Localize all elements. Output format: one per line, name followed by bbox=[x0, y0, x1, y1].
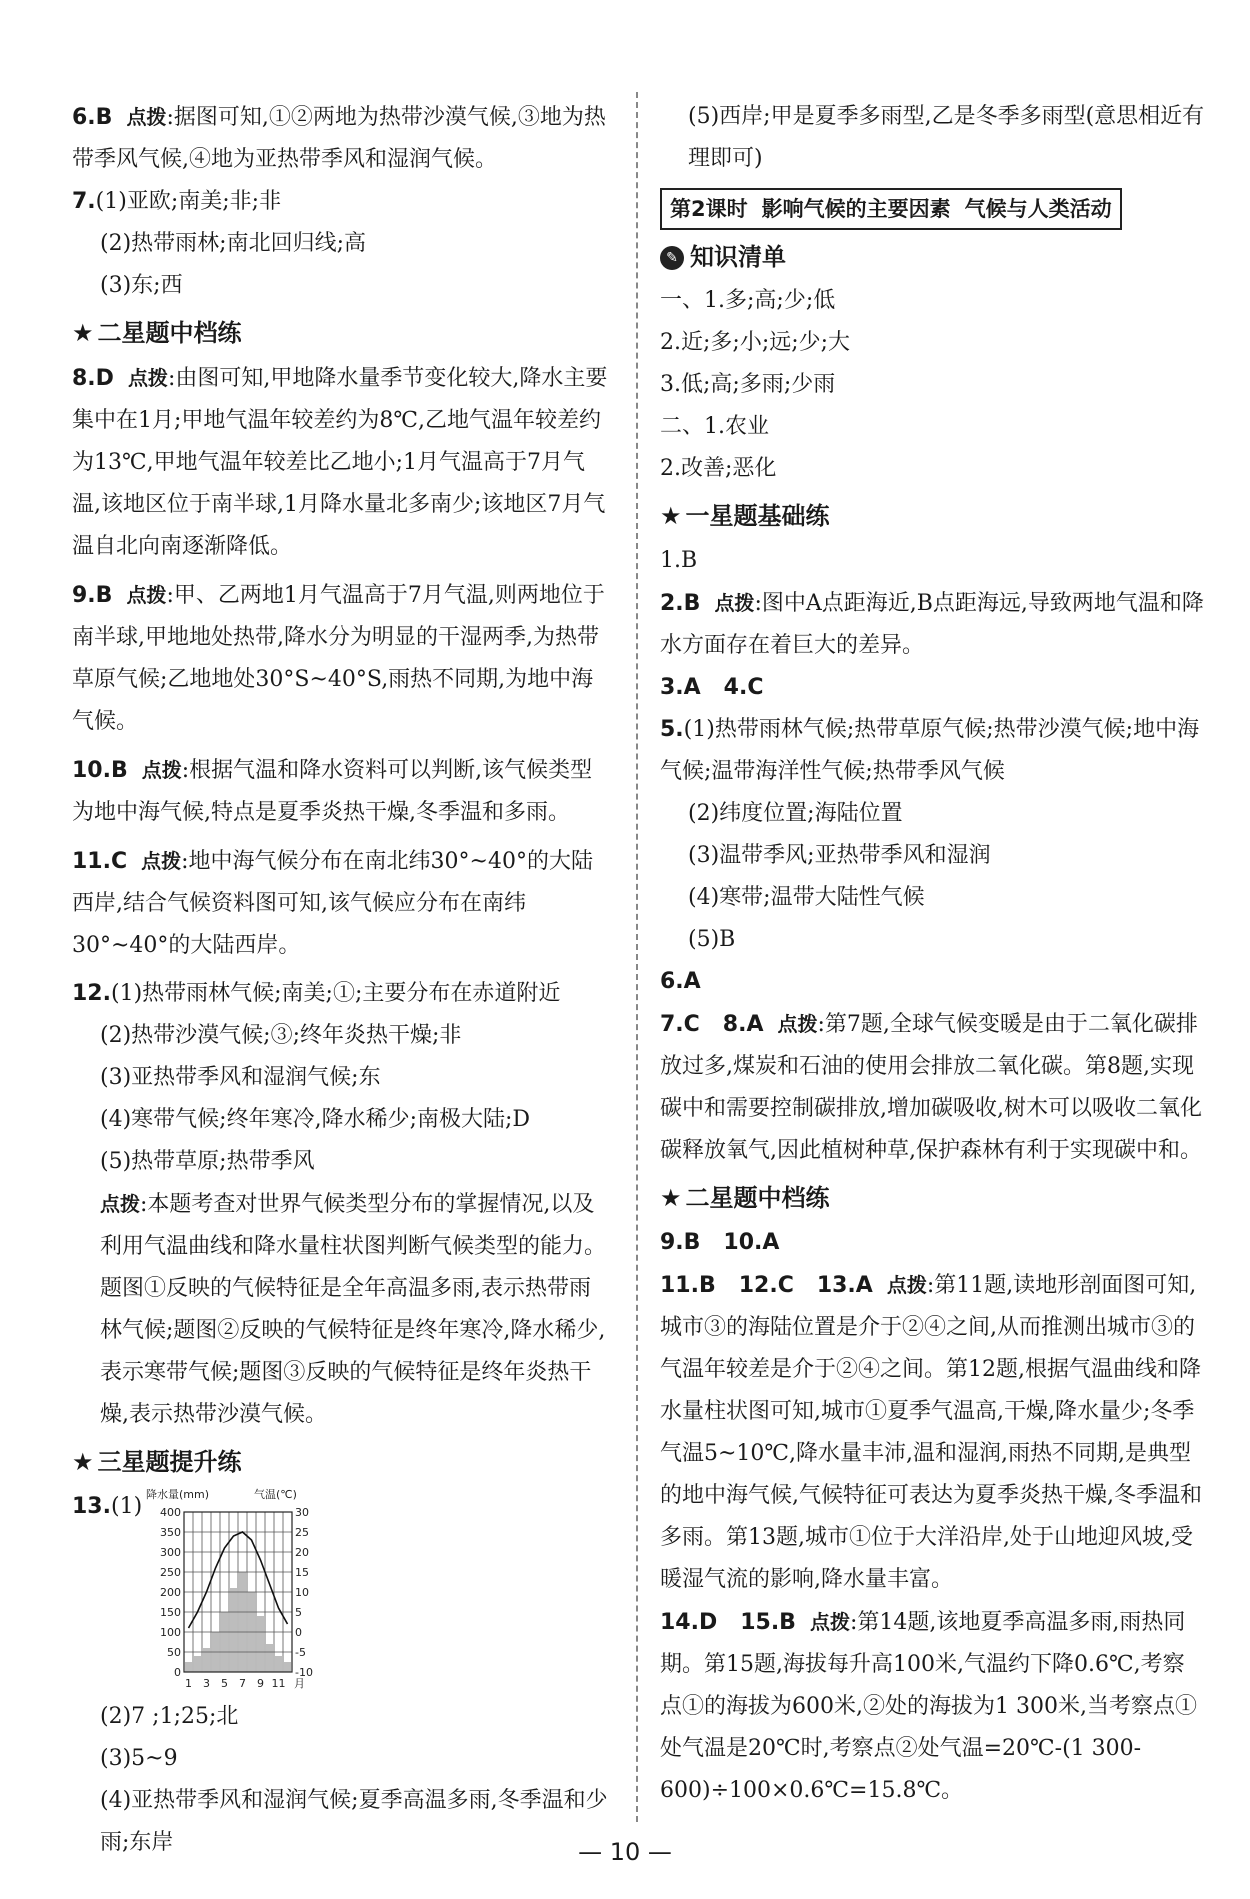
temp-tick-label: 15 bbox=[295, 1566, 310, 1579]
month-unit-label: 月 bbox=[294, 1677, 306, 1690]
answer-12-part3: (3)亚热带季风和湿润气候;东 bbox=[100, 1065, 381, 1090]
star-icon: ★ bbox=[72, 319, 94, 347]
answer-5-part2: (2)纬度位置;海陆位置 bbox=[688, 801, 903, 826]
answer-7-part3: (3)东;西 bbox=[100, 273, 183, 298]
lesson-title-box: 第2课时 影响气候的主要因素 气候与人类活动 bbox=[660, 188, 1122, 230]
precip-tick-label: 350 bbox=[160, 1526, 182, 1539]
month-tick-label: 9 bbox=[257, 1677, 265, 1690]
answer-13-sub1: (1) bbox=[110, 1494, 143, 1519]
answer-3-4: 3.A 4.C bbox=[660, 675, 764, 700]
temp-axis-title: 气温(℃) bbox=[254, 1488, 298, 1501]
answer-7: 7.(1)亚欧;南美;非;非 bbox=[72, 189, 282, 214]
precip-bar bbox=[203, 1648, 210, 1672]
month-tick-label: 1 bbox=[185, 1677, 193, 1690]
answer-5-part5: (5)B bbox=[688, 927, 736, 952]
answer-13-chart-row bbox=[72, 1486, 612, 1696]
answer-5-part3: (3)温带季风;亚热带季风和湿润 bbox=[688, 843, 991, 868]
knowledge-item: 二、1.农业 bbox=[660, 414, 769, 439]
temp-tick-label: -5 bbox=[295, 1646, 307, 1659]
precip-bar bbox=[221, 1612, 228, 1672]
answer-5: 5.(1)热带雨林气候;热带草原气候;热带沙漠气候;地中海气候;温带海洋性气候;热带季风气候 bbox=[660, 717, 1200, 784]
month-tick-label: 5 bbox=[221, 1677, 229, 1690]
answer-11: 11.C 点拨:地中海气候分布在南北纬30°~40°的大陆西岸,结合气候资料图可知,该气候应分布在南纬30°~40°的大陆西岸。 bbox=[72, 849, 593, 958]
precip-bar bbox=[266, 1644, 273, 1672]
left-column bbox=[72, 96, 612, 1864]
climate-chart bbox=[142, 1486, 342, 1696]
month-tick-label: 3 bbox=[203, 1677, 211, 1690]
answer-13-part2: (2)7 ;1;25;北 bbox=[100, 1704, 239, 1729]
knowledge-item: 2.改善;恶化 bbox=[660, 456, 777, 481]
precip-bar bbox=[194, 1656, 201, 1672]
star-icon: ★ bbox=[660, 1184, 682, 1212]
temp-tick-label: -10 bbox=[295, 1666, 314, 1679]
section-heading-two-star: ★ 二星题中档练 bbox=[660, 1184, 830, 1212]
right-column bbox=[660, 96, 1205, 1812]
section-heading-one-star: ★ 一星题基础练 bbox=[660, 502, 830, 530]
precip-tick-label: 0 bbox=[174, 1666, 182, 1679]
answer-14-15: 14.D 15.B 点拨:第14题,该地夏季高温多雨,雨热同期。第15题,海拔每升高100米,气温约下降0.6℃,考察点①的海拔为600米,②处的海拔为1 300米,当考察点①处气温是20℃时,考察点②处气温=20℃-(1 300-600)÷100×0.6℃=15.8℃。 bbox=[660, 1610, 1197, 1803]
answer-13-part3: (3)5~9 bbox=[100, 1746, 178, 1771]
month-tick-label: 11 bbox=[271, 1677, 286, 1690]
knowledge-item: 3.低;高;多雨;少雨 bbox=[660, 372, 836, 397]
precip-bar bbox=[230, 1588, 237, 1672]
column-divider bbox=[636, 92, 638, 1822]
answer-9-10: 9.B 10.A bbox=[660, 1230, 780, 1255]
precip-tick-label: 250 bbox=[160, 1566, 182, 1579]
star-icon: ★ bbox=[72, 1448, 94, 1476]
precip-bar bbox=[239, 1572, 246, 1672]
precip-axis-title: 降水量(mm) bbox=[146, 1488, 210, 1501]
answer-6: 6.A bbox=[660, 969, 701, 994]
precip-tick-label: 400 bbox=[160, 1506, 182, 1519]
answer-7-8: 7.C 8.A 点拨:第7题,全球气候变暖是由于二氧化碳排放过多,煤炭和石油的使用会排放二氧化碳。第8题,实现碳中和需要控制碳排放,增加碳吸收,树木可以吸收二氧化碳释放氧气,因此植树种草,保护森林有利于实现碳中和。 bbox=[660, 1012, 1202, 1163]
precip-tick-label: 50 bbox=[167, 1646, 182, 1659]
precip-tick-label: 150 bbox=[160, 1606, 182, 1619]
answer-12-explanation: 点拨:本题考查对世界气候类型分布的掌握情况,以及利用气温曲线和降水量柱状图判断气候类型的能力。题图①反映的气候特征是全年高温多雨,表示热带雨林气候;题图②反映的气候特征是终年寒冷,降水稀少,表示寒带气候;题图③反映的气候特征是终年炎热干燥,表示热带沙漠气候。 bbox=[100, 1192, 607, 1427]
answer-6: 6.B 点拨:据图可知,①②两地为热带沙漠气候,③地为热带季风气候,④地为亚热带季风和湿润气候。 bbox=[72, 105, 606, 172]
knowledge-item: 一、1.多;高;少;低 bbox=[660, 288, 836, 313]
precip-tick-label: 200 bbox=[160, 1586, 182, 1599]
temp-tick-label: 30 bbox=[295, 1506, 310, 1519]
answer-13-number: 13. bbox=[72, 1494, 111, 1519]
precip-bar bbox=[275, 1656, 282, 1672]
temp-tick-label: 20 bbox=[295, 1546, 310, 1559]
precip-tick-label: 300 bbox=[160, 1546, 182, 1559]
answer-12-part2: (2)热带沙漠气候;③;终年炎热干燥;非 bbox=[100, 1023, 462, 1048]
temp-tick-label: 25 bbox=[295, 1526, 310, 1539]
answer-9: 9.B 点拨:甲、乙两地1月气温高于7月气温,则两地位于南半球,甲地地处热带,降水分为明显的干湿两季,为热带草原气候;乙地地处30°S~40°S,雨热不同期,为地中海气候。 bbox=[72, 583, 605, 734]
answer-12: 12.(1)热带雨林气候;南美;①;主要分布在赤道附近 bbox=[72, 981, 561, 1006]
precip-bar bbox=[284, 1662, 291, 1672]
answer-12-part4: (4)寒带气候;终年寒冷,降水稀少;南极大陆;D bbox=[100, 1107, 531, 1132]
answer-13-part4: (4)亚热带季风和湿润气候;夏季高温多雨,冬季温和少雨;东岸 bbox=[100, 1788, 608, 1855]
answer-12-part5: (5)热带草原;热带季风 bbox=[100, 1149, 315, 1174]
knowledge-item: 2.近;多;小;远;少;大 bbox=[660, 330, 851, 355]
knowledge-icon: ✎ bbox=[660, 246, 684, 270]
page-number: — 10 — bbox=[578, 1838, 672, 1866]
answer-11-13: 11.B 12.C 13.A 点拨:第11题,读地形剖面图可知,城市③的海陆位置是介于②④之间,从而推测出城市③的气温年较差是介于②④之间。第12题,根据气温曲线和降水量柱状图可知,城市①夏季气温高,干燥,降水量少;冬季气温5~10℃,降水量丰沛,温和湿润,雨热不同期,是典型的地中海气候,气候特征可表达为夏季炎热干燥,冬季温和多雨。第13题,城市①位于大洋沿岸,处于山地迎风坡,受暖湿气流的影响,降水量丰富。 bbox=[660, 1273, 1202, 1592]
answer-10: 10.B 点拨:根据气温和降水资料可以判断,该气候类型为地中海气候,特点是夏季炎热干燥,冬季温和多雨。 bbox=[72, 758, 593, 825]
answer-5-continued: (5)西岸;甲是夏季多雨型,乙是冬季多雨型(意思相近有理即可) bbox=[688, 104, 1205, 171]
answer-5-part4: (4)寒带;温带大陆性气候 bbox=[688, 885, 925, 910]
temp-tick-label: 10 bbox=[295, 1586, 310, 1599]
answer-7-part2: (2)热带雨林;南北回归线;高 bbox=[100, 231, 366, 256]
star-icon: ★ bbox=[660, 502, 682, 530]
section-heading-three-star: ★ 三星题提升练 bbox=[72, 1448, 242, 1476]
precip-tick-label: 100 bbox=[160, 1626, 182, 1639]
knowledge-list-heading: ✎ 知识清单 bbox=[660, 234, 1205, 280]
temp-tick-label: 5 bbox=[295, 1606, 303, 1619]
section-heading-two-star: ★ 二星题中档练 bbox=[72, 319, 242, 347]
answer-1: 1.B bbox=[660, 548, 698, 573]
temp-tick-label: 0 bbox=[295, 1626, 303, 1639]
answer-2: 2.B 点拨:图中A点距海近,B点距海远,导致两地气温和降水方面存在着巨大的差异。 bbox=[660, 591, 1204, 658]
precip-bar bbox=[257, 1616, 264, 1672]
precip-bar bbox=[185, 1662, 192, 1672]
answer-8: 8.D 点拨:由图可知,甲地降水量季节变化较大,降水主要集中在1月;甲地气温年较差约为8℃,乙地气温年较差约为13℃,甲地气温年较差比乙地小;1月气温高于7月气温,该地区位于南半球,1月降水量北多南少;该地区7月气温自北向南逐渐降低。 bbox=[72, 366, 608, 559]
month-tick-label: 7 bbox=[239, 1677, 247, 1690]
